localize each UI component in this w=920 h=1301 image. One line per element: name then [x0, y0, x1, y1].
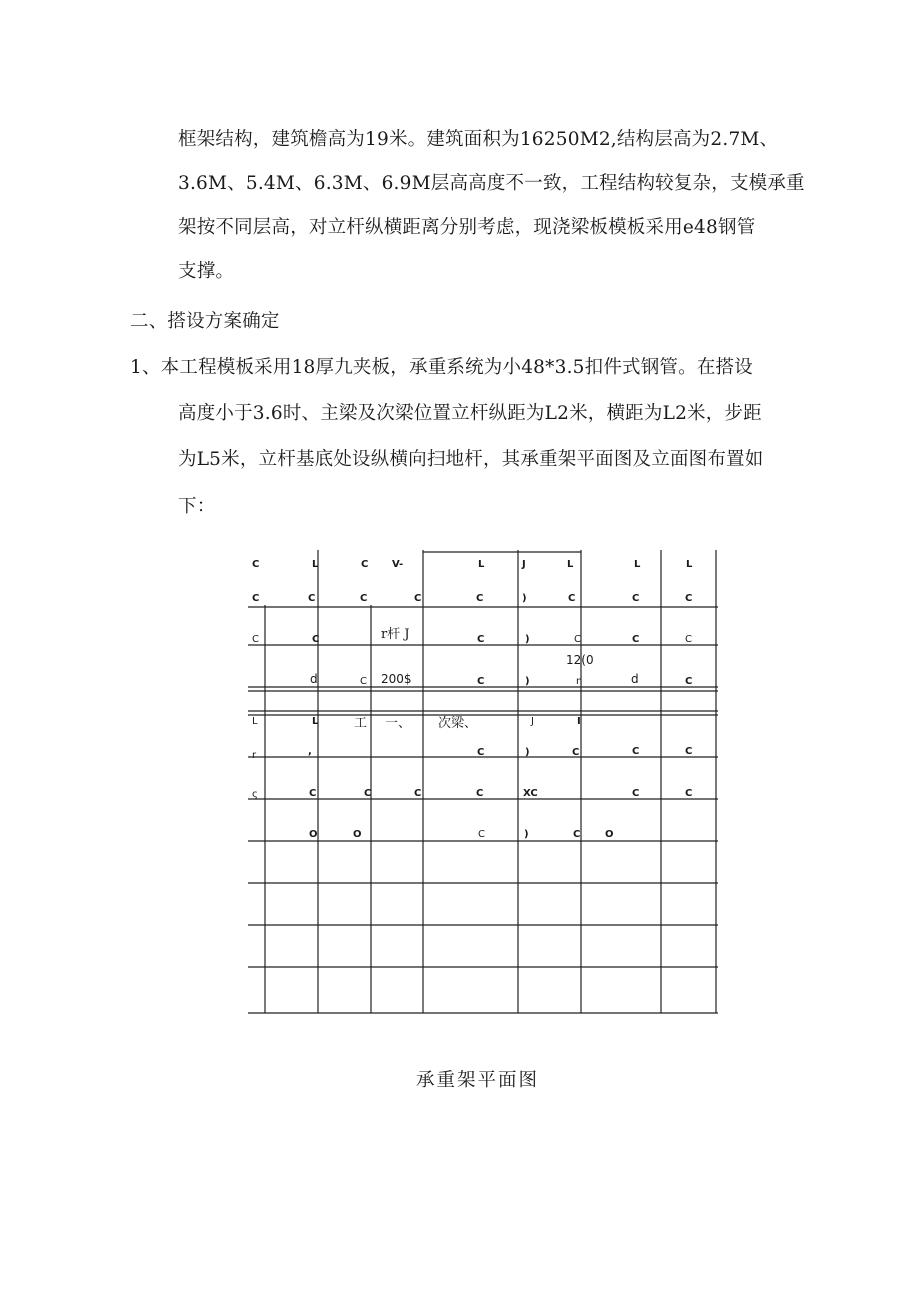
plan-label: )	[524, 829, 529, 840]
plan-label: C	[477, 634, 485, 645]
plan-label: ς	[252, 789, 258, 800]
plan-label: L	[634, 559, 641, 570]
plan-label: C	[476, 788, 484, 799]
plan-label: J	[522, 559, 526, 570]
plan-label: L	[312, 559, 319, 570]
plan-label: C	[476, 593, 484, 604]
plan-grid-lines	[248, 550, 723, 1020]
plan-label: O	[309, 829, 318, 840]
plan-label: C	[252, 634, 259, 645]
plan-label: d	[631, 672, 639, 686]
paragraph-line-3: 架按不同层高，对立杆纵横距离分别考虑，现浇梁板模板采用e48钢管	[178, 217, 756, 238]
plan-label: C	[685, 593, 693, 604]
plan-label: C	[312, 634, 320, 645]
paragraph-line-9: 下：	[178, 496, 216, 517]
plan-label: XC	[523, 788, 538, 799]
plan-label: C	[361, 559, 369, 570]
plan-label: )	[522, 593, 527, 604]
plan-label: 12(0	[566, 653, 594, 667]
plan-label: V-	[392, 559, 404, 570]
plan-label: L	[312, 716, 319, 727]
plan-label: C	[632, 593, 640, 604]
plan-label: L	[686, 559, 693, 570]
plan-label: C	[632, 746, 640, 757]
plan-label: 一、	[385, 716, 412, 731]
paragraph-line-7: 高度小于3.6时、主梁及次梁位置立杆纵距为L2米，横距为L2米，步距	[178, 403, 762, 424]
plan-label: C	[478, 829, 485, 840]
paragraph-line-6: 1、本工程模板采用18厚九夹板，承重系统为小48*3.5扣件式钢管。在搭设	[130, 357, 753, 378]
figure-caption: 承重架平面图	[416, 1070, 540, 1091]
plan-label: 工	[354, 716, 368, 731]
plan-label: C	[252, 559, 260, 570]
plan-label: C	[685, 746, 693, 757]
plan-label: C	[477, 747, 485, 758]
plan-label: I	[577, 716, 581, 727]
plan-label: )	[525, 676, 530, 687]
paragraph-line-4: 支撑。	[178, 261, 235, 282]
plan-label: 200$	[381, 672, 412, 686]
plan-label: )	[525, 634, 530, 645]
section-heading: 二、搭设方案确定	[130, 311, 280, 332]
plan-label: C	[360, 676, 367, 687]
plan-label: 次梁、	[438, 716, 478, 731]
paragraph-line-1: 框架结构，建筑檐高为19米。建筑面积为16250M2,结构层高为2.7M、	[178, 129, 779, 150]
plan-label: C	[573, 829, 581, 840]
plan-label: J	[531, 716, 534, 727]
plan-label: C	[574, 634, 581, 645]
plan-label: C	[360, 593, 368, 604]
plan-label: C	[308, 593, 316, 604]
plan-label: L	[478, 559, 485, 570]
plan-label: C	[252, 593, 260, 604]
plan-label: C	[685, 634, 692, 645]
plan-label: C	[685, 676, 693, 687]
plan-label: ,	[308, 746, 312, 757]
paragraph-line-2: 3.6M、5.4M、6.3M、6.9M层高高度不一致，工程结构较复杂，支模承重	[178, 173, 805, 194]
plan-label: d	[310, 672, 318, 686]
plan-label: C	[414, 788, 422, 799]
paragraph-line-8: 为L5米，立杆基底处设纵横向扫地杆，其承重架平面图及立面图布置如	[178, 449, 764, 470]
plan-label: C	[414, 593, 422, 604]
plan-label: O	[353, 829, 362, 840]
plan-label: C	[309, 788, 317, 799]
plan-label: C	[477, 676, 485, 687]
plan-label: r杆 J	[381, 627, 410, 642]
plan-label: C	[685, 788, 693, 799]
plan-label: L	[252, 716, 258, 727]
plan-label: O	[605, 829, 614, 840]
plan-label: r	[252, 750, 257, 761]
plan-label: C	[364, 788, 372, 799]
plan-label: C	[632, 788, 640, 799]
plan-label: L	[567, 559, 574, 570]
plan-label: n	[576, 676, 583, 687]
plan-label: C	[568, 593, 576, 604]
plan-label: C	[632, 634, 640, 645]
support-frame-plan-drawing	[248, 550, 723, 1020]
plan-label: C	[572, 747, 580, 758]
plan-label: )	[525, 747, 530, 758]
